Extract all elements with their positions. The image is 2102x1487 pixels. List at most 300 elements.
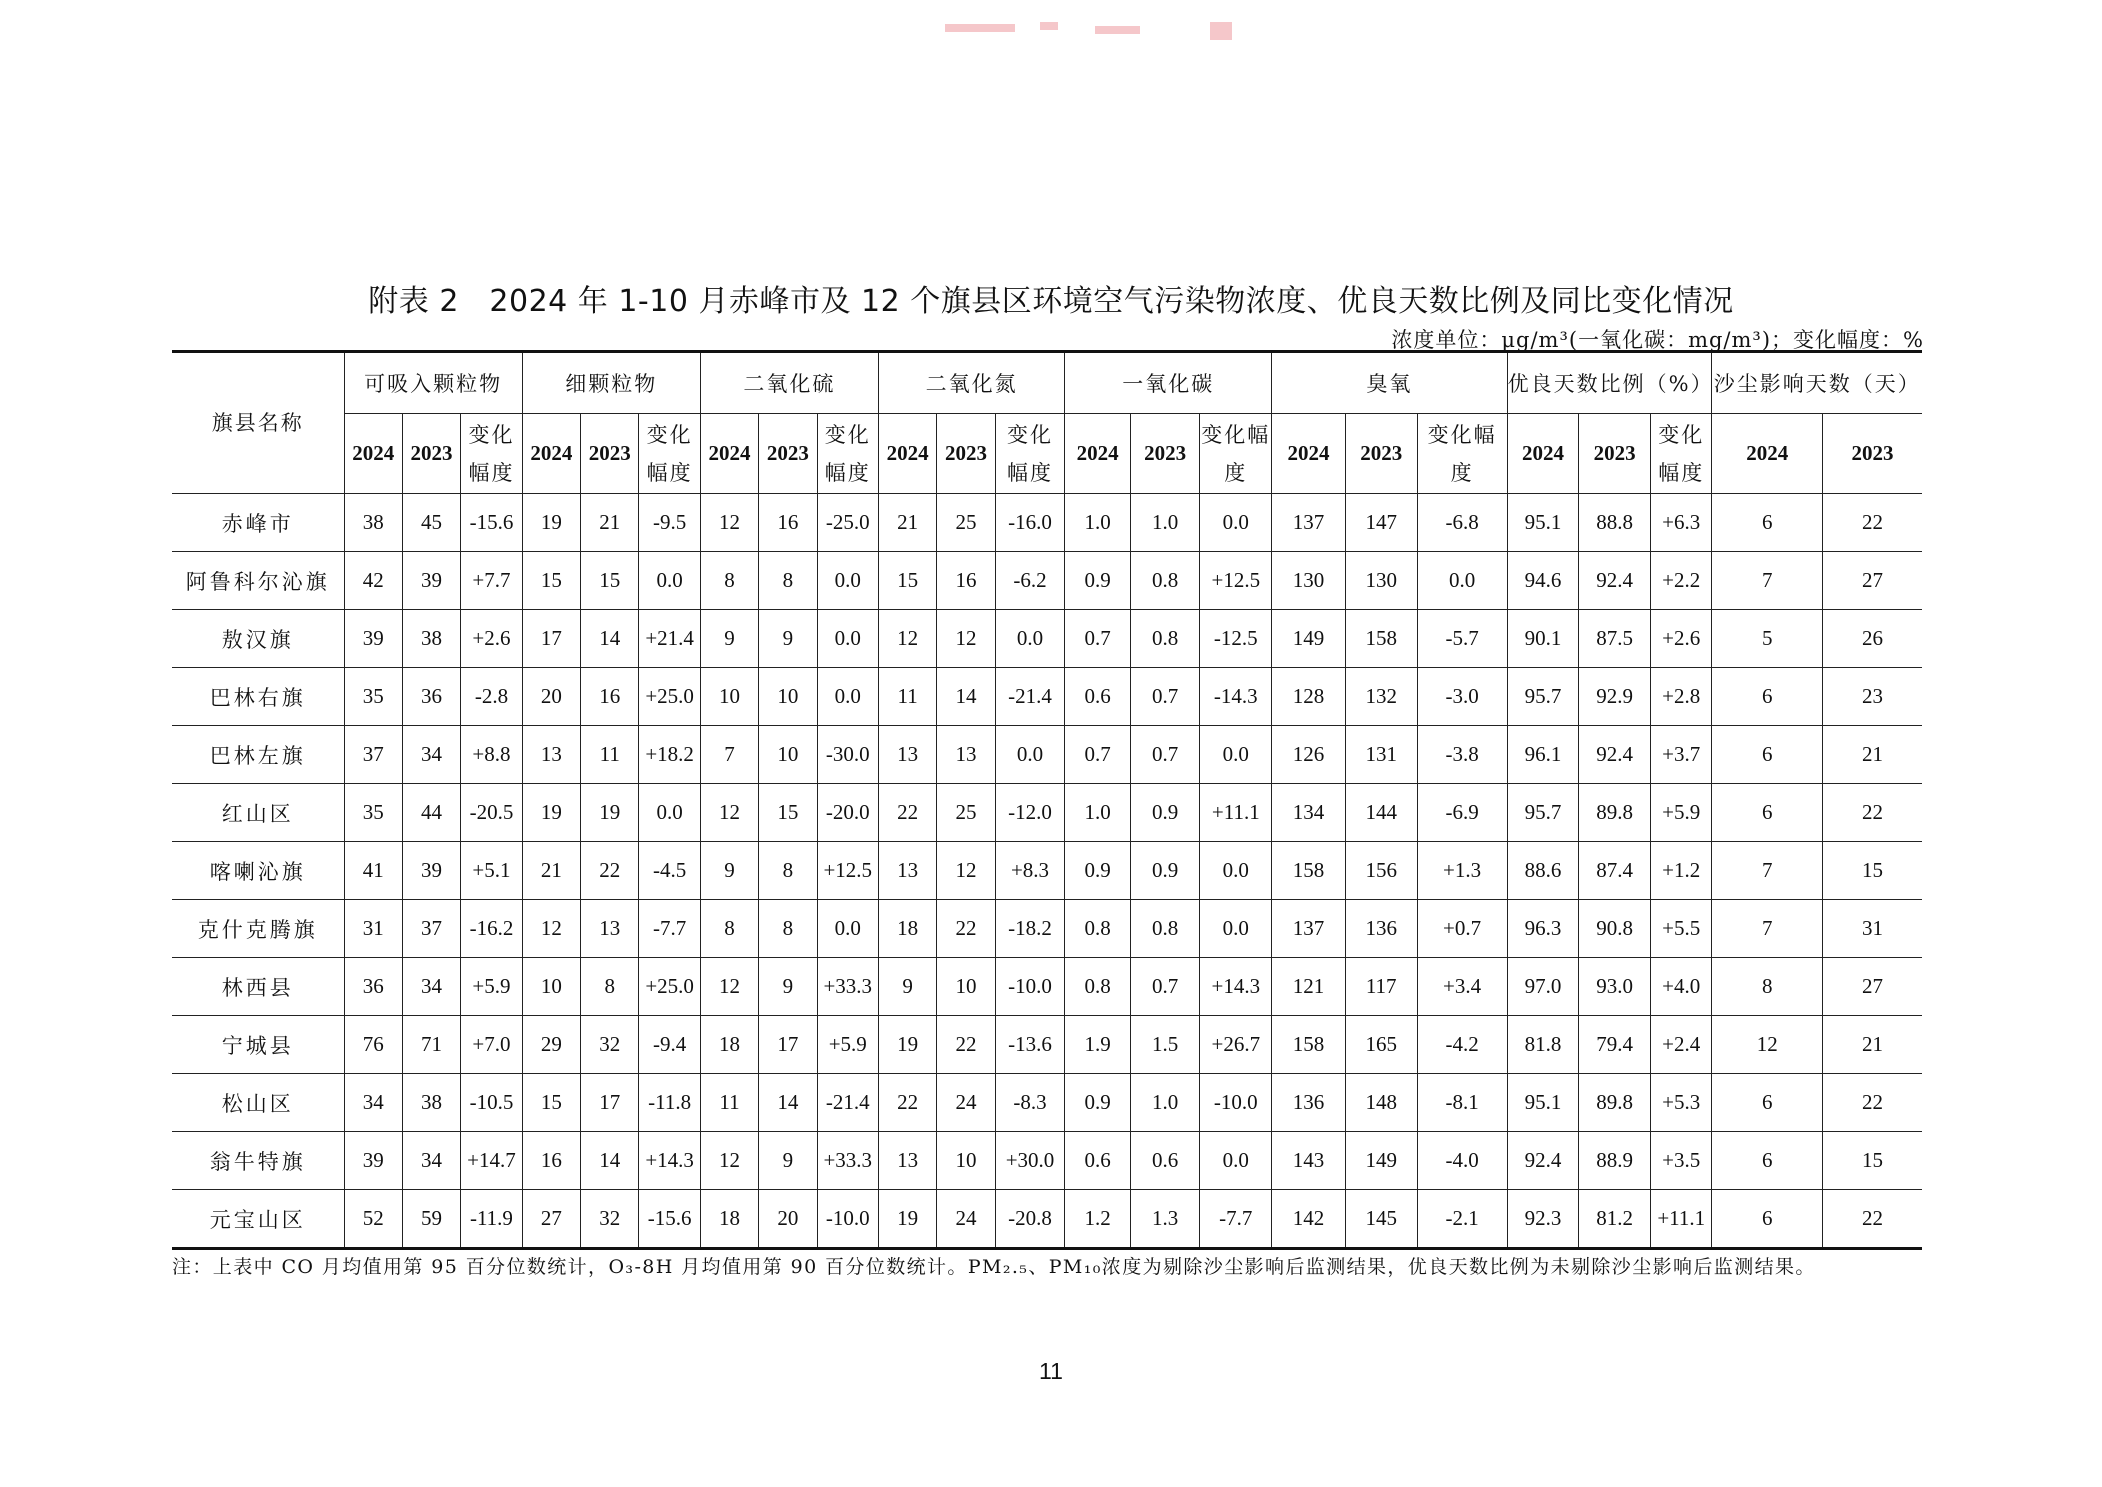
table-cell: 19 [878,1190,936,1249]
table-cell: -12.0 [995,784,1065,842]
table-cell: 15 [1823,1132,1922,1190]
table-cell: 89.8 [1579,784,1651,842]
table-cell: 1.2 [1065,1190,1131,1249]
table-cell: 6 [1712,784,1823,842]
table-cell: 22 [1823,784,1922,842]
table-cell: -16.2 [461,900,522,958]
change-header: 变化幅度 [817,414,878,494]
table-cell: 1.5 [1130,1016,1200,1074]
table-cell: 93.0 [1579,958,1651,1016]
table-cell: 6 [1712,726,1823,784]
table-cell: 22 [1823,494,1922,552]
table-cell: 15 [581,552,639,610]
table-cell: +14.3 [1200,958,1272,1016]
table-cell: 35 [344,668,402,726]
table-cell: 14 [581,610,639,668]
table-cell: 23 [1823,668,1922,726]
table-cell: 15 [522,1074,580,1132]
year-2024-header: 2024 [700,414,758,494]
table-cell: +1.2 [1651,842,1712,900]
table-cell: 92.4 [1579,552,1651,610]
table-cell: -10.0 [1200,1074,1272,1132]
table-row [172,1132,1922,1190]
table-cell: 0.8 [1130,900,1200,958]
table-cell: -25.0 [817,494,878,552]
table-cell: +3.4 [1417,958,1507,1016]
table-cell: 22 [878,1074,936,1132]
table-cell: 9 [700,610,758,668]
year-2024-header: 2024 [1272,414,1346,494]
table-cell: 92.3 [1507,1190,1579,1249]
table-cell: 11 [878,668,936,726]
table-cell: 24 [937,1190,995,1249]
region-name: 松山区 [172,1074,344,1132]
table-cell: 97.0 [1507,958,1579,1016]
table-row [172,726,1922,784]
table-cell: 39 [402,552,460,610]
table-cell: -14.3 [1200,668,1272,726]
table-cell: 158 [1272,1016,1346,1074]
table-cell: 88.8 [1579,494,1651,552]
table-cell: -20.5 [461,784,522,842]
table-cell: 0.0 [817,610,878,668]
table-cell: 19 [878,1016,936,1074]
table-cell: 95.1 [1507,1074,1579,1132]
table-cell: 19 [522,784,580,842]
table-cell: 0.0 [1200,842,1272,900]
table-cell: 38 [344,494,402,552]
table-cell: +2.6 [461,610,522,668]
table-cell: +5.9 [817,1016,878,1074]
change-header: 变化幅度 [461,414,522,494]
group-header: 一氧化碳 [1065,352,1272,414]
table-cell: 26 [1823,610,1922,668]
table-cell: +5.3 [1651,1074,1712,1132]
table-cell: 126 [1272,726,1346,784]
table-cell: -15.6 [639,1190,700,1249]
group-header: 优良天数比例（%） [1507,352,1712,414]
table-cell: 12 [700,958,758,1016]
table-cell: 6 [1712,1190,1823,1249]
table-cell: 145 [1345,1190,1417,1249]
table-cell: 39 [344,1132,402,1190]
table-cell: 17 [759,1016,817,1074]
region-name: 元宝山区 [172,1190,344,1249]
table-cell: 10 [700,668,758,726]
table-cell: 158 [1272,842,1346,900]
table-cell: 92.9 [1579,668,1651,726]
table-cell: 149 [1345,1132,1417,1190]
table-cell: 96.1 [1507,726,1579,784]
table-cell: 12 [937,842,995,900]
table-cell: 10 [937,1132,995,1190]
table-cell: 21 [522,842,580,900]
table-cell: 8 [700,900,758,958]
table-cell: +33.3 [817,1132,878,1190]
table-cell: 0.8 [1065,900,1131,958]
table-cell: +12.5 [817,842,878,900]
table-cell: 27 [1823,958,1922,1016]
table-cell: 10 [759,668,817,726]
year-2023-header: 2023 [402,414,460,494]
table-cell: 15 [1823,842,1922,900]
table-row [172,668,1922,726]
table-cell: +12.5 [1200,552,1272,610]
table-cell: 11 [700,1074,758,1132]
group-header: 二氧化氮 [878,352,1064,414]
table-cell: 45 [402,494,460,552]
table-cell: 10 [759,726,817,784]
table-cell: 0.7 [1065,726,1131,784]
table-cell: 88.9 [1579,1132,1651,1190]
group-header: 沙尘影响天数（天） [1712,352,1922,414]
region-name: 宁城县 [172,1016,344,1074]
table-cell: 15 [878,552,936,610]
table-cell: 158 [1345,610,1417,668]
table-cell: 39 [344,610,402,668]
table-cell: 95.7 [1507,668,1579,726]
table-cell: 16 [937,552,995,610]
table-cell: 22 [581,842,639,900]
table-cell: 12 [937,610,995,668]
table-cell: 22 [937,900,995,958]
table-cell: -6.8 [1417,494,1507,552]
red-stamp-mark [945,18,1245,48]
table-cell: 131 [1345,726,1417,784]
table-cell: +8.8 [461,726,522,784]
table-cell: 92.4 [1579,726,1651,784]
table-cell: 8 [1712,958,1823,1016]
table-cell: +5.9 [461,958,522,1016]
table-cell: 22 [878,784,936,842]
table-cell: +8.3 [995,842,1065,900]
table-cell: 9 [759,610,817,668]
table-cell: 13 [581,900,639,958]
table-cell: 0.0 [639,784,700,842]
table-cell: -3.8 [1417,726,1507,784]
table-cell: +3.5 [1651,1132,1712,1190]
table-cell: 31 [344,900,402,958]
table-cell: 16 [759,494,817,552]
table-cell: 22 [937,1016,995,1074]
year-2023-header: 2023 [937,414,995,494]
table-cell: 0.0 [639,552,700,610]
table-cell: 31 [1823,900,1922,958]
region-name: 敖汉旗 [172,610,344,668]
unit-note: 浓度单位：μg/m³(一氧化碳：mg/m³)；变化幅度：% [1391,328,1924,352]
table-cell: +6.3 [1651,494,1712,552]
table-cell: -7.7 [1200,1190,1272,1249]
table-cell: 0.7 [1130,668,1200,726]
table-cell: 0.9 [1065,842,1131,900]
table-cell: -9.4 [639,1016,700,1074]
table-cell: 92.4 [1507,1132,1579,1190]
region-name: 翁牛特旗 [172,1132,344,1190]
table-cell: +2.2 [1651,552,1712,610]
table-cell: 137 [1272,494,1346,552]
table-cell: 1.0 [1065,784,1131,842]
table-cell: 147 [1345,494,1417,552]
table-cell: 14 [759,1074,817,1132]
table-cell: 16 [522,1132,580,1190]
table-cell: 7 [1712,900,1823,958]
table-cell: 6 [1712,1132,1823,1190]
table-cell: +18.2 [639,726,700,784]
table-cell: 14 [937,668,995,726]
table-cell: +4.0 [1651,958,1712,1016]
table-cell: 18 [878,900,936,958]
table-cell: -6.2 [995,552,1065,610]
table-cell: 8 [759,900,817,958]
table-cell: 0.7 [1130,726,1200,784]
table-cell: 0.9 [1065,1074,1131,1132]
table-cell: -3.0 [1417,668,1507,726]
table-cell: 12 [522,900,580,958]
table-cell: 0.6 [1065,1132,1131,1190]
table-cell: 0.9 [1130,784,1200,842]
table-cell: 25 [937,494,995,552]
table-row [172,958,1922,1016]
table-cell: 17 [522,610,580,668]
table-cell: -10.0 [995,958,1065,1016]
table-cell: 142 [1272,1190,1346,1249]
table-cell: 0.8 [1065,958,1131,1016]
table-cell: 44 [402,784,460,842]
table-cell: 81.8 [1507,1016,1579,1074]
table-cell: +1.3 [1417,842,1507,900]
table-cell: 19 [522,494,580,552]
table-cell: 9 [700,842,758,900]
table-cell: 1.3 [1130,1190,1200,1249]
table-cell: -20.8 [995,1190,1065,1249]
table-row [172,494,1922,552]
table-cell: -4.2 [1417,1016,1507,1074]
table-cell: 0.0 [1417,552,1507,610]
table-cell: -7.7 [639,900,700,958]
table-cell: 21 [1823,1016,1922,1074]
table-cell: +14.3 [639,1132,700,1190]
table-cell: +0.7 [1417,900,1507,958]
table-cell: 136 [1272,1074,1346,1132]
table-cell: 87.5 [1579,610,1651,668]
change-header: 变化幅度 [1200,414,1272,494]
table-cell: 8 [700,552,758,610]
table-cell: +5.1 [461,842,522,900]
table-cell: 38 [402,610,460,668]
table-cell: 0.0 [995,610,1065,668]
table-cell: 0.0 [817,552,878,610]
table-cell: -30.0 [817,726,878,784]
table-cell: 144 [1345,784,1417,842]
table-cell: 37 [402,900,460,958]
table-cell: 8 [759,552,817,610]
table-cell: -6.9 [1417,784,1507,842]
table-cell: 34 [402,958,460,1016]
table-cell: 0.6 [1130,1132,1200,1190]
table-cell: 81.2 [1579,1190,1651,1249]
change-header: 变化幅度 [639,414,700,494]
table-cell: 130 [1345,552,1417,610]
table-cell: 0.0 [817,668,878,726]
table-cell: +2.6 [1651,610,1712,668]
table-cell: 9 [759,958,817,1016]
table-cell: 6 [1712,668,1823,726]
group-header: 二氧化硫 [700,352,878,414]
table-cell: -10.0 [817,1190,878,1249]
table-cell: 128 [1272,668,1346,726]
table-cell: 9 [878,958,936,1016]
table-cell: 25 [937,784,995,842]
region-name: 红山区 [172,784,344,842]
table-cell: 27 [1823,552,1922,610]
table-cell: 15 [759,784,817,842]
table-cell: -12.5 [1200,610,1272,668]
table-cell: 0.0 [817,900,878,958]
table-cell: 95.7 [1507,784,1579,842]
table-cell: 117 [1345,958,1417,1016]
year-2023-header: 2023 [1130,414,1200,494]
table-cell: 32 [581,1190,639,1249]
table-cell: 148 [1345,1074,1417,1132]
region-name: 阿鲁科尔沁旗 [172,552,344,610]
table-cell: +3.7 [1651,726,1712,784]
table-cell: 34 [344,1074,402,1132]
table-cell: 22 [1823,1190,1922,1249]
table-cell: -21.4 [995,668,1065,726]
table-cell: 1.0 [1065,494,1131,552]
table-row [172,1190,1922,1249]
row-label-header: 旗县名称 [172,352,344,494]
table-cell: 0.0 [1200,494,1272,552]
table-cell: 36 [402,668,460,726]
table-cell: -2.8 [461,668,522,726]
year-2024-header: 2024 [878,414,936,494]
table-cell: 76 [344,1016,402,1074]
table-cell: 149 [1272,610,1346,668]
table-row [172,900,1922,958]
table-cell: 12 [700,784,758,842]
table-cell: 5 [1712,610,1823,668]
table-cell: 143 [1272,1132,1346,1190]
year-2023-header: 2023 [759,414,817,494]
table-cell: 42 [344,552,402,610]
table-cell: -21.4 [817,1074,878,1132]
table-cell: +25.0 [639,958,700,1016]
table-cell: 18 [700,1016,758,1074]
table-cell: 29 [522,1016,580,1074]
table-cell: 11 [581,726,639,784]
table-cell: +11.1 [1200,784,1272,842]
table-cell: -9.5 [639,494,700,552]
table-cell: 39 [402,842,460,900]
year-2024-header: 2024 [344,414,402,494]
table-cell: -4.0 [1417,1132,1507,1190]
table-cell: 94.6 [1507,552,1579,610]
table-cell: 12 [700,494,758,552]
table-cell: 13 [522,726,580,784]
table-cell: -4.5 [639,842,700,900]
page-number: 11 [1039,1358,1063,1384]
table-cell: 1.9 [1065,1016,1131,1074]
table-cell: 27 [522,1190,580,1249]
table-cell: 7 [1712,842,1823,900]
table-cell: 21 [1823,726,1922,784]
table-cell: 0.6 [1065,668,1131,726]
table-cell: 6 [1712,494,1823,552]
table-cell: 132 [1345,668,1417,726]
year-2024-header: 2024 [522,414,580,494]
table-cell: 13 [878,726,936,784]
table-cell: +2.4 [1651,1016,1712,1074]
table-cell: 96.3 [1507,900,1579,958]
table-cell: 38 [402,1074,460,1132]
footnote: 注：上表中 CO 月均值用第 95 百分位数统计，O₃-8H 月均值用第 90 百分位数统计。PM₂.₅、PM₁₀浓度为剔除沙尘影响后监测结果，优良天数比例为未剔除沙尘影响后监测结果。 [172,1256,1816,1278]
table-cell: -11.8 [639,1074,700,1132]
table-cell: -8.3 [995,1074,1065,1132]
table-cell: +33.3 [817,958,878,1016]
region-name: 巴林右旗 [172,668,344,726]
year-2023-header: 2023 [1579,414,1651,494]
table-cell: 21 [581,494,639,552]
air-quality-table [172,350,1922,1250]
table-cell: +11.1 [1651,1190,1712,1249]
table-cell: 59 [402,1190,460,1249]
table-row [172,1016,1922,1074]
table-cell: 0.0 [995,726,1065,784]
table-cell: 12 [700,1132,758,1190]
table-row [172,842,1922,900]
table-cell: 13 [937,726,995,784]
table-cell: 35 [344,784,402,842]
table-cell: 121 [1272,958,1346,1016]
table-cell: 87.4 [1579,842,1651,900]
table-cell: 19 [581,784,639,842]
table-cell: 10 [522,958,580,1016]
year-2024-header: 2024 [1065,414,1131,494]
table-cell: 13 [878,1132,936,1190]
change-header: 变化幅度 [995,414,1065,494]
table-cell: -5.7 [1417,610,1507,668]
table-title: 附表 2 2024 年 1-10 月赤峰市及 12 个旗县区环境空气污染物浓度、优良天数比例及同比变化情况 [368,284,1734,319]
change-header: 变化幅度 [1651,414,1712,494]
table-cell: 0.7 [1065,610,1131,668]
table-cell: 36 [344,958,402,1016]
table-cell: 1.0 [1130,1074,1200,1132]
table-cell: 71 [402,1016,460,1074]
table-cell: -11.9 [461,1190,522,1249]
table-cell: 14 [581,1132,639,1190]
region-name: 喀喇沁旗 [172,842,344,900]
year-2024-header: 2024 [1507,414,1579,494]
table-cell: 165 [1345,1016,1417,1074]
table-cell: 7 [700,726,758,784]
table-cell: 52 [344,1190,402,1249]
table-cell: 15 [522,552,580,610]
table-cell: 130 [1272,552,1346,610]
table-cell: 0.9 [1130,842,1200,900]
year-2023-header: 2023 [1823,414,1922,494]
table-cell: 79.4 [1579,1016,1651,1074]
table-cell: 16 [581,668,639,726]
table-cell: 0.0 [1200,1132,1272,1190]
table-cell: 21 [878,494,936,552]
table-cell: 89.8 [1579,1074,1651,1132]
table-cell: +25.0 [639,668,700,726]
region-name: 林西县 [172,958,344,1016]
table-cell: 20 [522,668,580,726]
table-cell: 13 [878,842,936,900]
table-cell: 9 [759,1132,817,1190]
